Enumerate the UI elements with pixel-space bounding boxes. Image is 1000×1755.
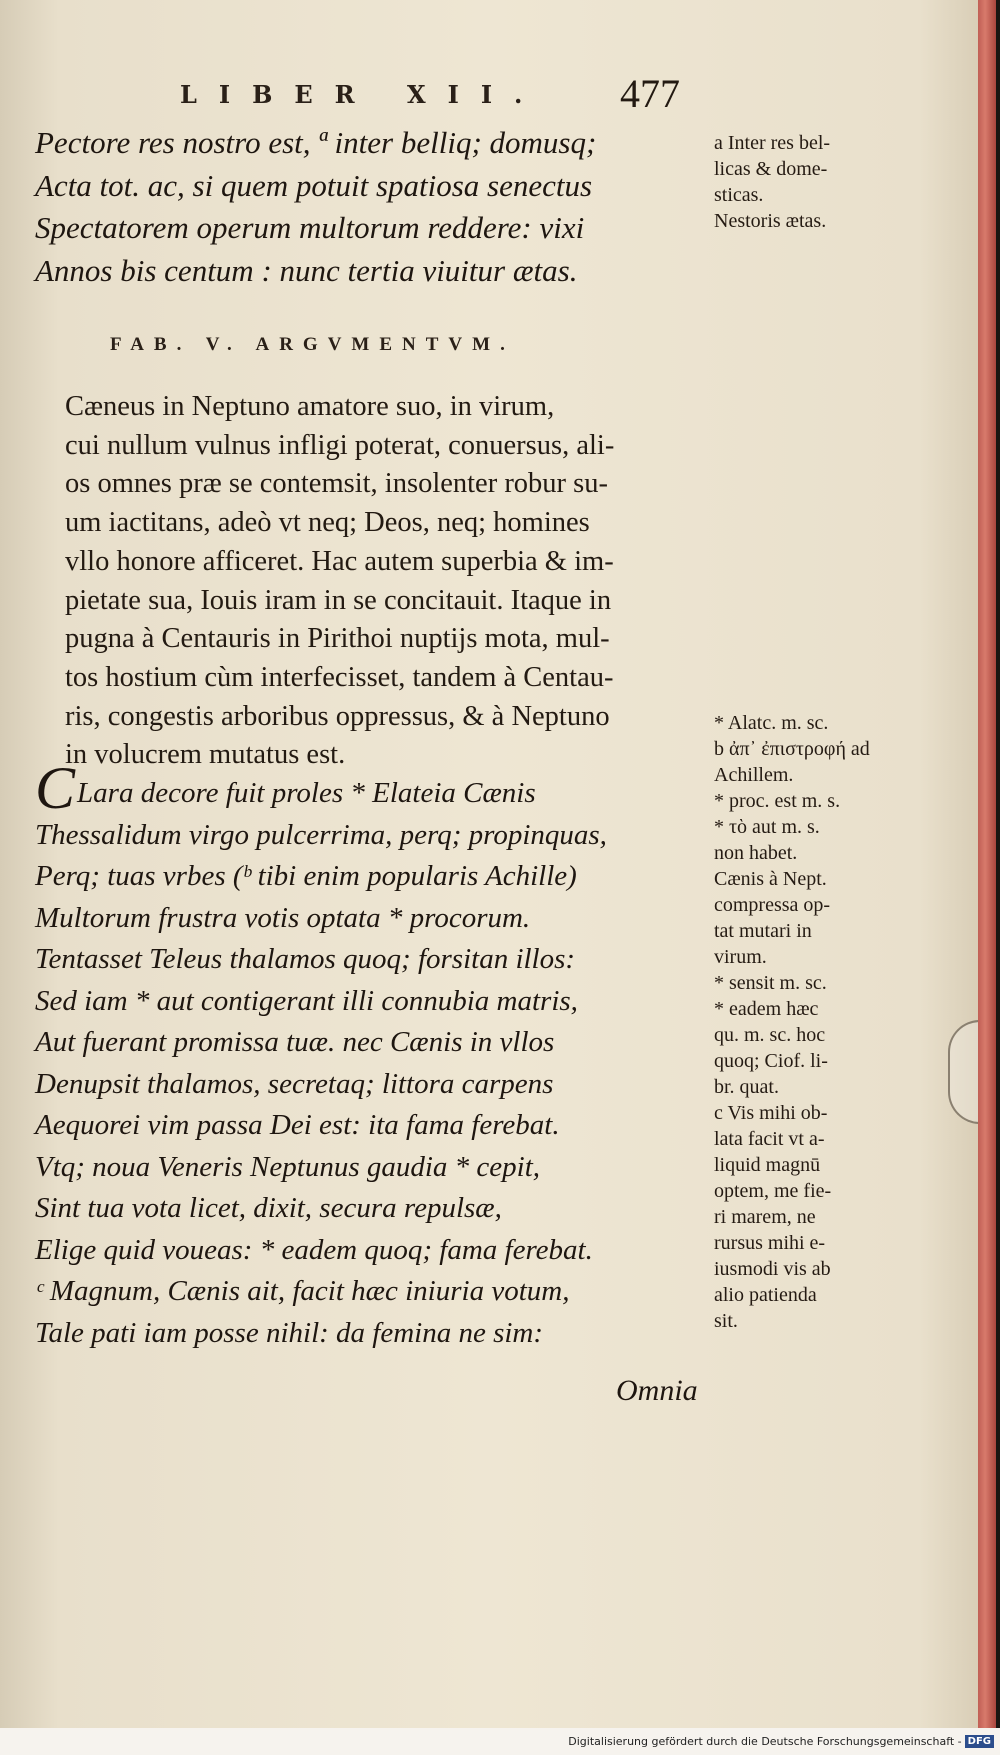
verse-line: Acta tot. ac, si quem potuit spatiosa senectus (35, 167, 593, 203)
margin-note: * Alatc. m. sc. b ἀπ᾽ ἐπιστροφή ad Achillem. * proc. est m. s. * τὸ aut m. s. non habet. Cænis à Nept. compressa op- tat mutari in virum. * sensit m. sc. * eadem hæc qu. m. sc. hoc quoq; Ciof. li- br. quat. c Vis mihi ob- lata facit vt a- liquid magnū optem, me fie- ri marem, ne rursus mihi e- iusmodi vis ab alio patienda sit. (714, 712, 870, 1332)
verse-line: Aut fuerant promissa tuæ. nec Cænis in vllos (35, 1026, 555, 1058)
footer-credit-bar (0, 1728, 1000, 1755)
verse-line: Denupsit thalamos, secretaq; littora carpens (35, 1067, 554, 1100)
verse-line: Aequorei vim passa Dei est: ita fama ferebat. (35, 1109, 560, 1141)
verse-line: Pectore res nostro est, ª inter belliq; domusq; (35, 125, 597, 160)
verse-line: ᶜ Magnum, Cænis ait, facit hæc iniuria votum, (35, 1275, 570, 1307)
argument-paragraph (65, 388, 715, 775)
verse-line: Sint tua vota licet, dixit, secura repulsæ, (35, 1192, 502, 1224)
running-head: LIBER XII. (180, 80, 545, 109)
verse-line: Perq; tuas vrbes (ᵇ tibi enim popularis Achille) (35, 860, 577, 892)
dfg-logo: DFG (965, 1735, 994, 1748)
drop-cap: C (35, 755, 76, 821)
fable-title: FAB. V. ARGVMENTVM. (110, 334, 515, 355)
argument-line: vllo honore afficeret. Hac autem superbia & im- (65, 545, 614, 577)
argument-line: in volucrem mutatus est. (65, 739, 346, 771)
verse-line: Vtq; noua Veneris Neptunus gaudia * cepit, (35, 1150, 541, 1183)
verse-line: Multorum frustra votis optata * procorum. (35, 901, 531, 934)
catchword: Omnia (616, 1374, 698, 1407)
side-notes-top (714, 130, 904, 234)
page-header (180, 70, 720, 120)
verse-line: Tentasset Teleus thalamos quoq; forsitan illos: (35, 943, 576, 975)
verse-line: Annos bis centum : nunc tertia viuitur ætas. (35, 252, 578, 288)
page-fold-mark (948, 1020, 979, 1124)
verse-line: Tale pati iam posse nihil: da femina ne sim: (35, 1316, 544, 1349)
verse-top (35, 122, 715, 292)
argument-line: os omnes præ se contemsit, insolenter robur su- (65, 468, 609, 500)
argument-line: pugna à Centauris in Pirithoi nuptijs mota, mul- (65, 623, 610, 655)
argument-line: pietate sua, Iouis iram in se concitauit. Itaque in (65, 584, 612, 616)
side-notes-bottom (714, 710, 904, 1334)
page-number: 477 (620, 71, 680, 116)
verse-line: Spectatorem operum multorum reddere: vixi (35, 210, 585, 245)
book-edge (978, 0, 996, 1740)
argument-line: tos hostium cùm interfecisset, tandem à Centau- (65, 661, 614, 693)
verse-line: Elige quid voueas: * eadem quoq; fama ferebat. (35, 1233, 593, 1266)
argument-line: ris, congestis arboribus oppressus, & à Neptuno (65, 700, 610, 732)
verse-line: Thessalidum virgo pulcerrima, perq; propinquas, (35, 818, 607, 851)
margin-note: a Inter res bel- licas & dome- sticas. Nestoris ætas. (714, 132, 831, 232)
argument-line: Cæneus in Neptuno amatore suo, in virum, (65, 391, 555, 422)
argument-line: um iactitans, adeò vt neq; Deos, neq; homines (65, 507, 590, 539)
verse-line: Sed iam * aut contigerant illi connubia matris, (35, 984, 578, 1017)
footer-credit: Digitalisierung gefördert durch die Deutsche Forschungsgemeinschaft - (568, 1735, 962, 1748)
argument-line: cui nullum vulnus infligi poterat, conuersus, ali- (65, 429, 615, 461)
verse-line-text: Lara decore fuit proles * Elateia Cænis (77, 777, 536, 809)
